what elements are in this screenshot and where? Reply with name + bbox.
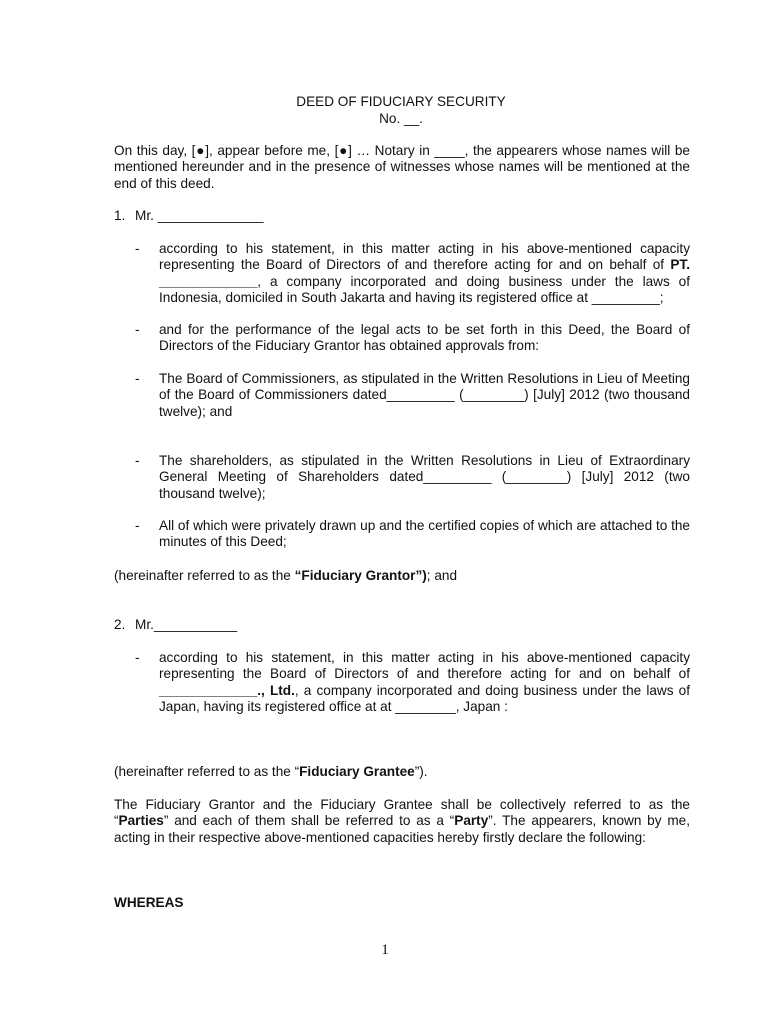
reference-text: (hereinafter referred to as the [114,568,295,583]
capacity-text: according to his statement, in this matter acting in his above-mentioned capacity representing the Board of Directors of and therefore acting for and on behalf of [159,241,690,273]
appearer-1-capacity [159,241,690,306]
parties-text: The Fiduciary Grantor and the Fiduciary Grantee shall be collectively referred to as the “ [114,797,690,829]
reference-text-end: ”). [414,764,428,779]
fiduciary-grantee-term: Fiduciary Grantee [299,764,415,779]
capacity-text-end: , a company incorporated and doing business under the laws of Indonesia, domiciled in South Jakarta and having its registered office at _________; [159,273,690,305]
approvals-paragraph: and for the performance of the legal acts to be set forth in this Deed, the Board of Directors of the Fiduciary Grantor has obtained approvals from: [159,322,690,354]
capacity-text: according to his statement, in this matter acting in his above-mentioned capacity representing the Board of Directors of and therefore acting for and on behalf of [159,650,690,682]
parties-text-mid: ” and each of them shall be referred to as a “ [163,813,455,829]
bullet-dash: - [135,241,140,256]
page-number: 1 [381,942,389,958]
certified-copies-paragraph: All of which were privately drawn up and the certified copies of which are attached to the minutes of this Deed; [159,518,690,550]
document-title: DEED OF FIDUCIARY SECURITY [296,94,506,109]
appearer-2-name: Mr.___________ [135,617,238,632]
parties-text-end: ”. The appearers, known by me, acting in their respective above-mentioned capacities hereby firstly declare the following: [114,813,690,845]
reference-text-end: ; and [426,568,458,583]
appearer-2-capacity [159,650,690,715]
parties-paragraph [114,797,690,846]
reference-text: (hereinafter referred to as the “ [114,764,300,779]
intro-paragraph: On this day, [●], appear before me, [●] … Notary in ____, the appearers whose names will be mentioned hereunder and in the presence of witnesses whose names will be mentioned at the end of this deed. [114,143,690,191]
capacity-text-end: , a company incorporated and doing business under the laws of Japan, having its registered office at at ________, Japan : [159,682,690,714]
appearer-1-name: Mr. ______________ [135,208,264,223]
company-name: PT. _____________ [159,257,690,289]
bullet-dash: - [135,322,140,337]
deed-number: No. __. [379,111,423,126]
company-name: _____________., Ltd. [159,682,295,698]
appearer-2-number: 2. [114,617,126,632]
party-term: Party [454,813,489,829]
parties-term: Parties [118,813,164,829]
whereas-heading: WHEREAS [114,895,184,910]
commissioners-resolution: The Board of Commissioners, as stipulated in the Written Resolutions in Lieu of Meeting of the Board of Commissioners dated_________ (________) [July] 2012 (two thousand twelve); and [159,371,690,419]
appearer-1-number: 1. [114,208,126,223]
grantee-reference [114,764,690,780]
fiduciary-grantor-term: “Fiduciary Grantor”) [294,568,427,583]
grantor-reference [114,568,690,584]
bullet-dash: - [135,371,140,386]
bullet-dash: - [135,518,140,533]
bullet-dash: - [135,650,140,665]
bullet-dash: - [135,453,140,468]
shareholders-resolution: The shareholders, as stipulated in the Written Resolutions in Lieu of Extraordinary General Meeting of Shareholders dated_________ (________) [July] 2012 (two thousand twelve); [159,453,690,501]
